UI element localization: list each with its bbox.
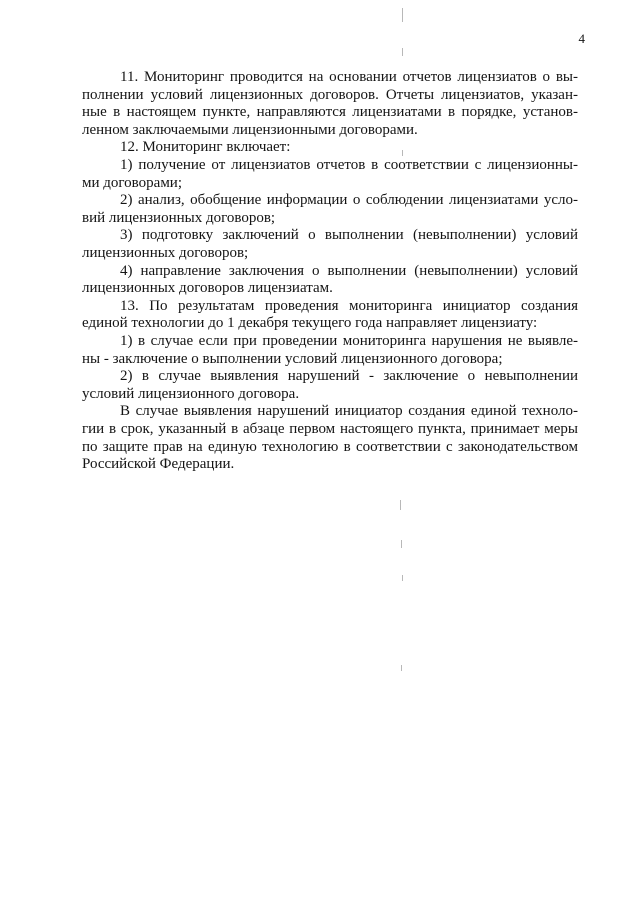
scan-mark: [402, 575, 403, 581]
text-line: 1) в случае если при проведении мониторинга нарушения не выявле-: [120, 333, 578, 349]
text-line: полнении условий лицензионных договоров. Отчеты лицензиатов, указан-: [82, 87, 578, 103]
scan-mark: [402, 48, 403, 56]
scan-mark: [402, 8, 403, 22]
text-line: 4) направление заключения о выполнении (невыполнении) условий: [120, 263, 578, 279]
text-line: 3) подготовку заключений о выполнении (невыполнении) условий: [120, 227, 578, 243]
text-line: единой технологии до 1 декабря текущего года направляет лицензиату:: [82, 315, 538, 331]
text-line: 1) получение от лицензиатов отчетов в соответствии с лицензионны-: [120, 157, 578, 173]
text-line: 2) в случае выявления нарушений - заключение о невыполнении: [120, 368, 578, 384]
text-line: ми договорами;: [82, 175, 183, 191]
scan-mark: [402, 150, 403, 156]
text-line: 13. По результатам проведения мониторинга инициатор создания: [120, 298, 578, 314]
text-line: ленном заключаемыми лицензионными договорами.: [82, 122, 418, 138]
page-number: 4: [578, 31, 585, 46]
scan-mark: [401, 665, 402, 671]
text-line: 12. Мониторинг включает:: [120, 139, 291, 155]
text-line: гии в срок, указанный в абзаце первом настоящего пункта, принимает меры: [82, 421, 578, 437]
text-line: ны - заключение о выполнении условий лицензионного договора;: [82, 351, 503, 367]
scan-mark: [400, 500, 401, 510]
text-line: условий лицензионного договора.: [82, 386, 300, 402]
text-line: по защите прав на единую технологию в соответствии с законодательством: [82, 439, 578, 455]
text-line: лицензионных договоров лицензиатам.: [82, 280, 333, 296]
text-line: 2) анализ, обобщение информации о соблюдении лицензиатами усло-: [120, 192, 578, 208]
text-line: 11. Мониторинг проводится на основании отчетов лицензиатов о вы-: [120, 69, 578, 85]
text-line: В случае выявления нарушений инициатор создания единой техноло-: [120, 403, 578, 419]
text-line: Российской Федерации.: [82, 456, 235, 472]
text-line: лицензионных договоров;: [82, 245, 249, 261]
scan-mark: [401, 540, 402, 548]
text-line: ные в настоящем пункте, направляются лицензиатами в порядке, установ-: [82, 104, 578, 120]
text-line: вий лицензионных договоров;: [82, 210, 276, 226]
